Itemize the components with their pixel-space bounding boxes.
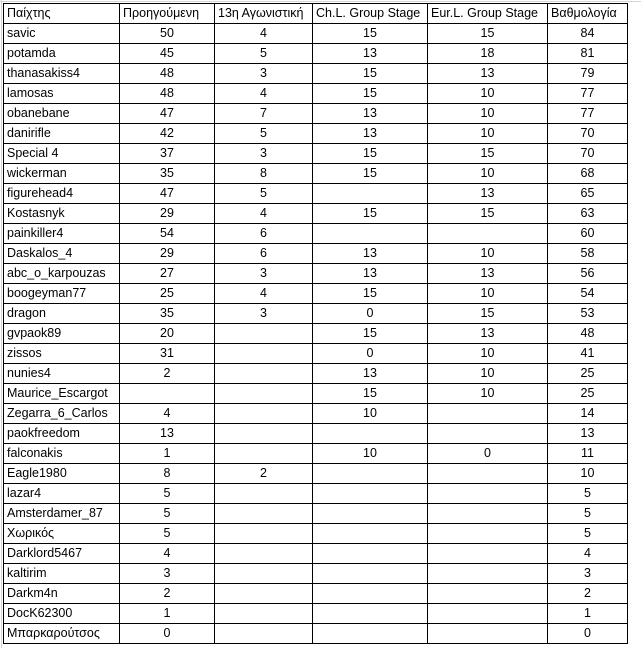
cl-cell[interactable] [313,424,428,444]
previous-cell[interactable]: 25 [120,284,215,304]
player-cell[interactable]: lamosas [4,84,120,104]
previous-cell[interactable]: 2 [120,364,215,384]
cl-cell[interactable]: 0 [313,304,428,324]
player-cell[interactable]: savic [4,24,120,44]
points-cell[interactable]: 41 [548,344,628,364]
table-row [4,544,628,564]
points-cell[interactable]: 77 [548,104,628,124]
previous-cell[interactable]: 1 [120,444,215,464]
points-cell[interactable]: 77 [548,84,628,104]
cl-cell[interactable]: 10 [313,444,428,464]
player-cell[interactable]: thanasakiss4 [4,64,120,84]
cl-cell[interactable]: 13 [313,264,428,284]
el-cell[interactable] [428,424,548,444]
cl-cell[interactable]: 15 [313,144,428,164]
previous-cell[interactable]: 42 [120,124,215,144]
player-cell[interactable]: Zegarra_6_Carlos [4,404,120,424]
cl-cell[interactable] [313,224,428,244]
table-row [4,464,628,484]
table-row [4,344,628,364]
cl-cell[interactable]: 10 [313,404,428,424]
cl-cell[interactable] [313,624,428,644]
header-row [4,4,628,24]
points-cell[interactable]: 60 [548,224,628,244]
cl-cell[interactable] [313,604,428,624]
points-cell[interactable]: 25 [548,384,628,404]
el-cell[interactable]: 10 [428,344,548,364]
points-cell[interactable]: 5 [548,484,628,504]
el-cell[interactable]: 0 [428,444,548,464]
points-cell[interactable]: 11 [548,444,628,464]
points-cell[interactable]: 79 [548,64,628,84]
cl-cell[interactable] [313,524,428,544]
player-cell[interactable]: potamda [4,44,120,64]
player-cell[interactable]: Darkm4n [4,584,120,604]
points-cell[interactable]: 0 [548,624,628,644]
player-cell[interactable]: Kostasnyk [4,204,120,224]
previous-cell[interactable]: 4 [120,544,215,564]
previous-cell[interactable]: 35 [120,164,215,184]
header-europa-league[interactable]: Eur.L. Group Stage [428,4,548,24]
points-cell[interactable]: 14 [548,404,628,424]
previous-cell[interactable]: 29 [120,244,215,264]
previous-cell[interactable]: 5 [120,524,215,544]
player-cell[interactable]: Eagle1980 [4,464,120,484]
previous-cell[interactable]: 20 [120,324,215,344]
el-cell[interactable] [428,524,548,544]
header-previous[interactable]: Προηγούμενη [120,4,215,24]
table-row [4,144,628,164]
table-row [4,404,628,424]
points-cell[interactable]: 1 [548,604,628,624]
player-cell[interactable]: Μπαρκαρούτσος [4,624,120,644]
player-cell[interactable]: zissos [4,344,120,364]
matchday-cell[interactable]: 8 [215,164,313,184]
points-cell[interactable]: 53 [548,304,628,324]
previous-cell[interactable]: 3 [120,564,215,584]
table-row [4,304,628,324]
table-row [4,284,628,304]
previous-cell[interactable]: 2 [120,584,215,604]
table-row [4,384,628,404]
table-row [4,104,628,124]
matchday-cell[interactable] [215,404,313,424]
el-cell[interactable]: 10 [428,244,548,264]
previous-cell[interactable]: 35 [120,304,215,324]
table-row [4,244,628,264]
cl-cell[interactable] [313,544,428,564]
el-cell[interactable]: 10 [428,364,548,384]
el-cell[interactable] [428,224,548,244]
player-cell[interactable]: paokfreedom [4,424,120,444]
cl-cell[interactable]: 15 [313,284,428,304]
matchday-cell[interactable] [215,604,313,624]
cl-cell[interactable]: 15 [313,64,428,84]
el-cell[interactable]: 10 [428,164,548,184]
cl-cell[interactable]: 13 [313,44,428,64]
matchday-cell[interactable] [215,364,313,384]
previous-cell[interactable]: 27 [120,264,215,284]
cl-cell[interactable]: 15 [313,164,428,184]
el-cell[interactable] [428,564,548,584]
previous-cell[interactable]: 4 [120,404,215,424]
el-cell[interactable]: 10 [428,104,548,124]
table-row [4,164,628,184]
table-row [4,44,628,64]
cl-cell[interactable]: 13 [313,124,428,144]
player-cell[interactable]: Χωρικός [4,524,120,544]
matchday-cell[interactable]: 4 [215,84,313,104]
matchday-cell[interactable] [215,584,313,604]
matchday-cell[interactable]: 6 [215,224,313,244]
previous-cell[interactable]: 47 [120,184,215,204]
el-cell[interactable] [428,404,548,424]
cl-cell[interactable]: 13 [313,244,428,264]
matchday-cell[interactable] [215,524,313,544]
el-cell[interactable]: 13 [428,264,548,284]
table-row [4,504,628,524]
player-cell[interactable]: wickerman [4,164,120,184]
previous-cell[interactable]: 13 [120,424,215,444]
previous-cell[interactable]: 1 [120,604,215,624]
matchday-cell[interactable]: 4 [215,284,313,304]
player-cell[interactable]: Amsterdamer_87 [4,504,120,524]
player-cell[interactable]: kaltirim [4,564,120,584]
previous-cell[interactable]: 29 [120,204,215,224]
cl-cell[interactable]: 15 [313,84,428,104]
matchday-cell[interactable]: 4 [215,204,313,224]
el-cell[interactable] [428,584,548,604]
matchday-cell[interactable]: 4 [215,24,313,44]
cl-cell[interactable]: 13 [313,364,428,384]
points-cell[interactable]: 25 [548,364,628,384]
matchday-cell[interactable]: 3 [215,64,313,84]
points-cell[interactable]: 3 [548,564,628,584]
el-cell[interactable] [428,624,548,644]
cl-cell[interactable] [313,184,428,204]
previous-cell[interactable]: 50 [120,24,215,44]
el-cell[interactable] [428,464,548,484]
points-cell[interactable]: 58 [548,244,628,264]
matchday-cell[interactable] [215,344,313,364]
cl-cell[interactable]: 15 [313,204,428,224]
player-cell[interactable]: boogeyman77 [4,284,120,304]
el-cell[interactable]: 15 [428,144,548,164]
cl-cell[interactable]: 15 [313,384,428,404]
matchday-cell[interactable]: 5 [215,44,313,64]
previous-cell[interactable]: 31 [120,344,215,364]
player-cell[interactable]: painkiller4 [4,224,120,244]
previous-cell[interactable]: 47 [120,104,215,124]
table-row [4,64,628,84]
el-cell[interactable]: 10 [428,384,548,404]
el-cell[interactable]: 13 [428,184,548,204]
matchday-cell[interactable]: 7 [215,104,313,124]
table-row [4,264,628,284]
player-cell[interactable]: figurehead4 [4,184,120,204]
el-cell[interactable]: 15 [428,24,548,44]
previous-cell[interactable]: 54 [120,224,215,244]
matchday-cell[interactable] [215,444,313,464]
el-cell[interactable] [428,504,548,524]
matchday-cell[interactable] [215,324,313,344]
previous-cell[interactable]: 48 [120,84,215,104]
player-cell[interactable]: falconakis [4,444,120,464]
el-cell[interactable]: 10 [428,124,548,144]
player-cell[interactable]: DocK62300 [4,604,120,624]
standings-table [3,3,628,644]
table-row [4,484,628,504]
points-cell[interactable]: 68 [548,164,628,184]
table-row [4,204,628,224]
points-cell[interactable]: 56 [548,264,628,284]
table-row [4,124,628,144]
header-player[interactable]: Παίχτης [4,4,120,24]
matchday-cell[interactable] [215,624,313,644]
table-row [4,324,628,344]
player-cell[interactable]: Daskalos_4 [4,244,120,264]
points-cell[interactable]: 54 [548,284,628,304]
el-cell[interactable]: 15 [428,304,548,324]
cl-cell[interactable]: 15 [313,24,428,44]
table-row [4,224,628,244]
el-cell[interactable]: 18 [428,44,548,64]
el-cell[interactable]: 10 [428,284,548,304]
points-cell[interactable]: 5 [548,504,628,524]
player-cell[interactable]: lazar4 [4,484,120,504]
el-cell[interactable] [428,484,548,504]
cl-cell[interactable] [313,584,428,604]
cl-cell[interactable]: 15 [313,324,428,344]
matchday-cell[interactable] [215,504,313,524]
cl-cell[interactable] [313,464,428,484]
points-cell[interactable]: 84 [548,24,628,44]
table-row [4,564,628,584]
matchday-cell[interactable]: 5 [215,184,313,204]
previous-cell[interactable]: 45 [120,44,215,64]
grid-edge-top [0,1,641,2]
points-cell[interactable]: 4 [548,544,628,564]
previous-cell[interactable]: 0 [120,624,215,644]
points-cell[interactable]: 70 [548,124,628,144]
points-cell[interactable]: 63 [548,204,628,224]
points-cell[interactable]: 13 [548,424,628,444]
table-row [4,604,628,624]
previous-cell[interactable]: 8 [120,464,215,484]
points-cell[interactable]: 10 [548,464,628,484]
points-cell[interactable]: 65 [548,184,628,204]
table-row [4,364,628,384]
table-row [4,424,628,444]
cl-cell[interactable]: 13 [313,104,428,124]
matchday-cell[interactable] [215,424,313,444]
cl-cell[interactable] [313,564,428,584]
el-cell[interactable]: 15 [428,204,548,224]
el-cell[interactable]: 10 [428,84,548,104]
matchday-cell[interactable]: 5 [215,124,313,144]
el-cell[interactable] [428,544,548,564]
table-row [4,84,628,104]
header-matchday-13[interactable]: 13η Αγωνιστική [215,4,313,24]
previous-cell[interactable] [120,384,215,404]
player-cell[interactable]: obanebane [4,104,120,124]
matchday-cell[interactable] [215,484,313,504]
el-cell[interactable]: 13 [428,64,548,84]
table-body [4,24,628,644]
grid-edge-left [1,0,2,648]
matchday-cell[interactable]: 3 [215,144,313,164]
matchday-cell[interactable]: 2 [215,464,313,484]
table-row [4,184,628,204]
matchday-cell[interactable] [215,564,313,584]
player-cell[interactable]: Darklord5467 [4,544,120,564]
previous-cell[interactable]: 48 [120,64,215,84]
cl-cell[interactable] [313,504,428,524]
previous-cell[interactable]: 37 [120,144,215,164]
previous-cell[interactable]: 5 [120,484,215,504]
player-cell[interactable]: dragon [4,304,120,324]
player-cell[interactable]: abc_o_karpouzas [4,264,120,284]
table-row [4,624,628,644]
cl-cell[interactable]: 0 [313,344,428,364]
player-cell[interactable]: Special 4 [4,144,120,164]
matchday-cell[interactable] [215,544,313,564]
points-cell[interactable]: 81 [548,44,628,64]
points-cell[interactable]: 48 [548,324,628,344]
matchday-cell[interactable] [215,384,313,404]
table-row [4,444,628,464]
matchday-cell[interactable]: 6 [215,244,313,264]
player-cell[interactable]: nunies4 [4,364,120,384]
el-cell[interactable]: 13 [428,324,548,344]
points-cell[interactable]: 70 [548,144,628,164]
header-points[interactable]: Βαθμολογία [548,4,628,24]
cl-cell[interactable] [313,484,428,504]
el-cell[interactable] [428,604,548,624]
player-cell[interactable]: gvpaok89 [4,324,120,344]
table-row [4,584,628,604]
matchday-cell[interactable]: 3 [215,264,313,284]
table-row [4,524,628,544]
header-champions-league[interactable]: Ch.L. Group Stage [313,4,428,24]
previous-cell[interactable]: 5 [120,504,215,524]
points-cell[interactable]: 2 [548,584,628,604]
table-row [4,24,628,44]
points-cell[interactable]: 5 [548,524,628,544]
matchday-cell[interactable]: 3 [215,304,313,324]
player-cell[interactable]: danirifle [4,124,120,144]
player-cell[interactable]: Maurice_Escargot [4,384,120,404]
